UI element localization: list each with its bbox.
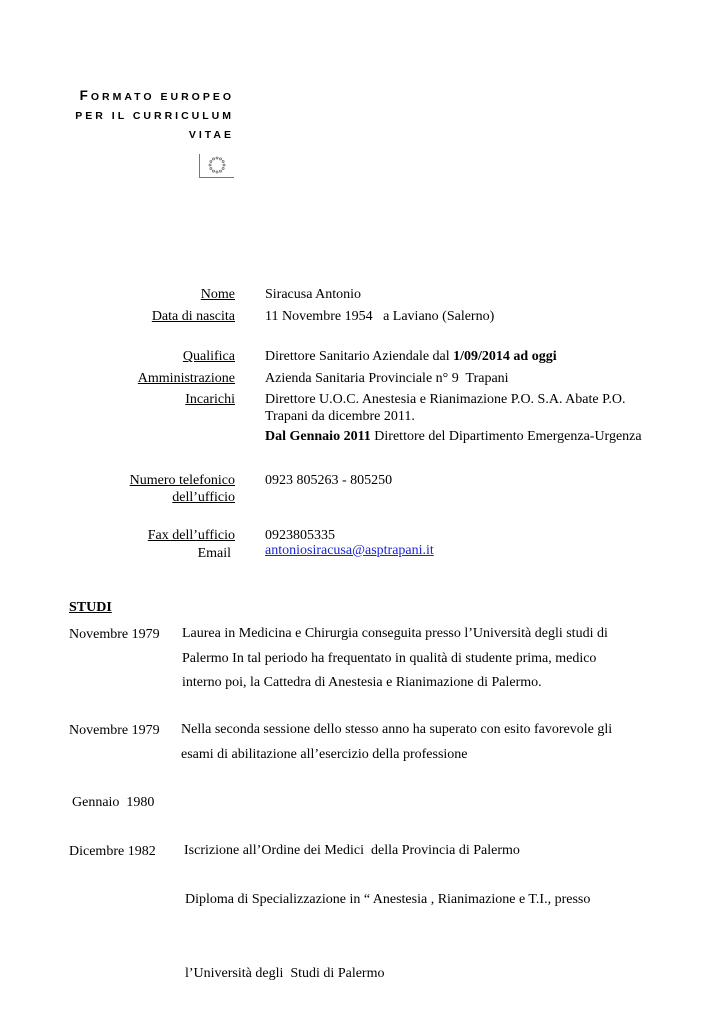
qualifica-text: Direttore Sanitario Aziendale dal	[265, 349, 454, 364]
qualifica-date: 1/09/2014 ad oggi	[453, 349, 557, 364]
incarichi-text: Direttore del Dipartimento Emergenza-Urgenza	[370, 429, 642, 444]
data-nascita-value: 11 Novembre 1954 a Laviano (Salerno)	[265, 309, 495, 324]
telefono-label-line-2: dell’ufficio	[172, 490, 235, 505]
email-value[interactable]	[265, 542, 434, 559]
nome-label: Nome	[200, 287, 235, 302]
cv-header-title	[70, 86, 234, 145]
studi-date-1: Novembre 1979	[69, 627, 160, 642]
studi-date-3: Gennaio 1980	[72, 795, 155, 810]
nome-value: Siracusa Antonio	[265, 287, 362, 302]
studi-text-4-line: l’Università degli Studi di Palermo	[185, 965, 385, 981]
studi-text-1-line: Palermo In tal periodo ha frequentato in qualità di studente prima, medico	[182, 650, 597, 666]
incarichi-date: Dal Gennaio 2011	[265, 429, 371, 444]
amministrazione-value: Azienda Sanitaria Provinciale n° 9 Trapani	[265, 371, 509, 386]
incarichi-label: Incarichi	[185, 392, 235, 407]
fax-value: 0923805335	[265, 528, 335, 543]
incarichi-line-3	[265, 428, 642, 445]
email-label: Email	[197, 546, 231, 561]
email-link[interactable]: antoniosiracusa@asptrapani.it	[265, 543, 434, 558]
header-line-1-rest: ORMATO EUROPEO	[90, 91, 234, 103]
header-initial: F	[79, 88, 91, 103]
eu-flag-icon	[199, 154, 234, 178]
studi-text-2-line: Nella seconda sessione dello stesso anno ha superato con esito favorevole gli	[181, 722, 613, 737]
studi-text-2	[181, 718, 612, 767]
studi-date-4: Dicembre 1982	[69, 844, 156, 859]
incarichi-line-2: Trapani da dicembre 2011.	[265, 409, 415, 424]
header-line-3: VITAE	[188, 129, 234, 141]
header-line-2: PER IL CURRICULUM	[75, 110, 234, 122]
fax-label: Fax dell’ufficio	[147, 528, 235, 543]
incarichi-line-1: Direttore U.O.C. Anestesia e Rianimazione P.O. S.A. Abate P.O.	[265, 392, 626, 407]
amministrazione-label: Amministrazione	[137, 371, 235, 386]
studi-text-1-line: interno poi, la Cattedra di Anestesia e Rianimazione di Palermo.	[182, 675, 542, 690]
qualifica-value	[265, 348, 557, 365]
telefono-value: 0923 805263 - 805250	[265, 473, 393, 488]
data-nascita-label: Data di nascita	[151, 309, 235, 324]
qualifica-label: Qualifica	[182, 349, 235, 364]
telefono-label-line-1: Numero telefonico	[129, 473, 235, 488]
header-line-1	[70, 86, 234, 107]
studi-text-1	[182, 622, 608, 696]
studi-text-3-line: Iscrizione all’Ordine dei Medici della Provincia di Palermo	[184, 843, 520, 858]
studi-text-1-line: Laurea in Medicina e Chirurgia conseguita presso l’Università degli studi di	[182, 626, 608, 641]
studi-text-4-line: Diploma di Specializzazione in “ Anestesia , Rianimazione e T.I., presso	[185, 892, 591, 907]
studi-date-2: Novembre 1979	[69, 723, 160, 738]
studi-text-2-line: esami di abilitazione all’esercizio della professione	[181, 746, 468, 762]
studi-section-title: STUDI	[69, 600, 112, 615]
studi-text-4	[185, 839, 590, 1011]
